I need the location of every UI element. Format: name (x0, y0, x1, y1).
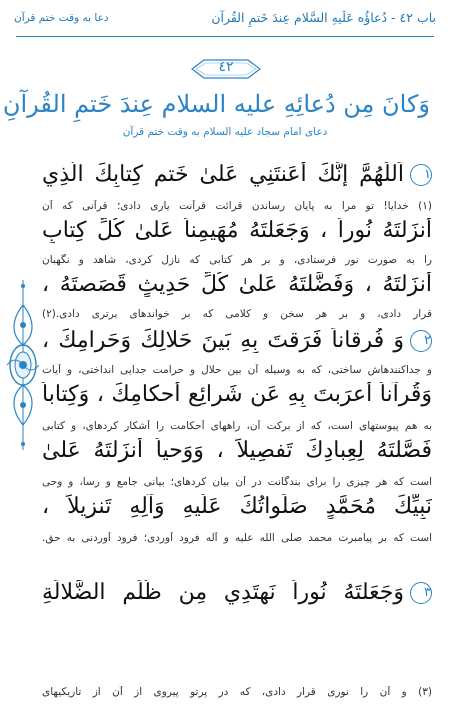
page-subtitle: دعای امام سجاد علیه السلام به وقت ختم قرآن (122, 126, 328, 138)
verse-line: أَنزَلتَهُ نُوراً ، وَجَعَلتَهُ مُهَيمِناً عَلىٰ كُلِّ كِتابٍ (42, 218, 432, 243)
translation-line: است که بر پیامبرت محمد صلی الله علیه و آله فرود آوردی؛ فرود آوردنی به حق. (42, 532, 432, 544)
verse-number: ٣ (410, 582, 432, 604)
translation-line: (٣) و آن را نوری قرار دادی، که در پرتو پیروی از آن از تاریکیهای (42, 686, 432, 698)
chapter-number-badge (190, 58, 262, 80)
verse-line: وَقُرآناً أَعرَبتَ بِهِ عَن شَرائِعِ أَحكامِكَ ، وَكِتاباً (42, 382, 432, 407)
verse-line: ١اَللّٰهُمَّ إِنَّكَ أَعَنتَنِي عَلىٰ خَتمِ كِتابِكَ الَّذِي (42, 162, 431, 187)
verse-line: نَبِيِّكَ مُحَمَّدٍ صَلَواتُكَ عَلَيهِ وَآلِهِ تَنزِيلاً ، (42, 494, 432, 519)
header-persian-title: دعا به وقت ختم قرآن (14, 12, 109, 24)
verse-line: ٢وَ فُرقاناً فَرَقتَ بِهِ بَينَ حَلالِكَ وَحَرامِكَ ، (42, 328, 431, 353)
verse-line: أَنزَلتَهُ ، وَفَضَّلتَهُ عَلىٰ كُلِّ حَدِيثٍ قَصَصتَهُ ، (42, 272, 432, 297)
page-header (10, 6, 440, 34)
header-divider (16, 36, 434, 37)
translation-line: و جداکنندهاش ساختی، که به وسیله آن بین حلال و حرامت جدایی انداختی، و آیات (42, 364, 432, 376)
translation-line: (١) خدایا! تو مرا به پایان رساندن قرائت قرآنت یاری دادی؛ قرآنی که آن (42, 200, 432, 212)
margin-ornament-icon (3, 280, 43, 450)
translation-line: قرار دادی، و بر هر سخن و کلامی که بر خواندهای برتری دادی.(٢) (42, 308, 432, 320)
page-title: وَكانَ مِن دُعائِهِ عليه السلام عِندَ خَتمِ القُرآنِ (2, 90, 430, 118)
chapter-number: ٤٢ (218, 59, 234, 75)
translation-line: به هم پیوستهای است، که از برکت آن، راههای آحکامت را آشکار کردهای، و کتابی (42, 420, 432, 432)
verse-line: ٣وَجَعَلتَهُ نُوراً نَهتَدِي مِن ظُلَمِ الضَّلالَةِ (42, 580, 431, 605)
verse-line: فَصَّلتَهُ لِعِبادِكَ تَفصِيلاً ، وَوَحياً أَنزَلتَهُ عَلىٰ (42, 438, 432, 463)
header-chapter-title: باب ٤٢ - دُعاؤُه عَلَيهِ السَّلام عِندَ خَتمِ القُرآن (211, 10, 436, 25)
verse-number: ١ (410, 164, 432, 186)
verse-number: ٢ (410, 330, 432, 352)
translation-line: را به صورت نور فرستادی، و بر هر کتابی که نازل کردی، شاهد و نگهبان (42, 254, 432, 266)
translation-line: است که هر چیزی را برای بندگانت در آن بیان کردهای؛ بیانی جامع و رسا، و وحی (42, 476, 432, 488)
